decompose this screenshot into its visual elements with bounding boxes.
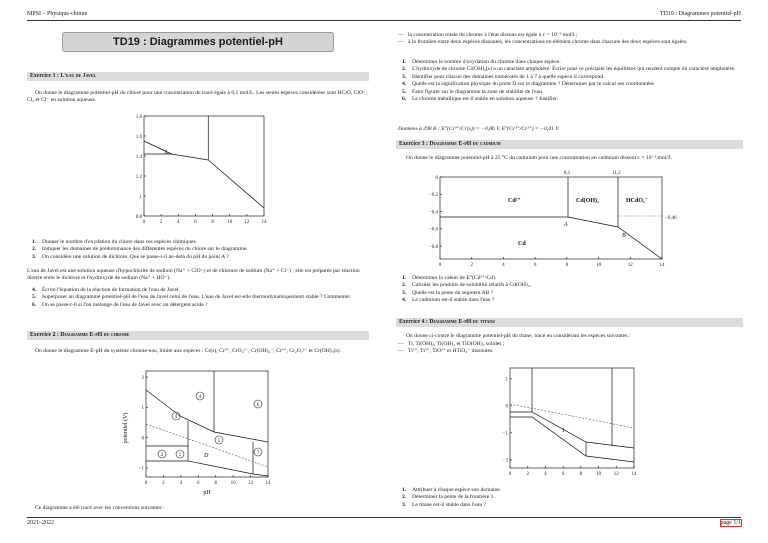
exercise-1-questions-b: [32, 287, 367, 309]
x-tick-label: 6: [197, 481, 200, 486]
footer-rule: [27, 517, 741, 518]
y-tick-label: 0: [141, 436, 144, 442]
x-tick-label: 6: [533, 263, 537, 268]
question-1-2: 2. Indiquer les domaines de prédominance des différentes espèces du chlore sur le diagramme.: [32, 246, 248, 253]
chlorine-boundary-4: [208, 160, 264, 208]
y-tick-label: −0.6: [428, 227, 438, 233]
chromium-boundaries: [146, 371, 268, 476]
exercise-2-bar: Exercice 2 : Diagramme E-pH du chrome: [27, 331, 369, 340]
chromium-diagram: [118, 366, 286, 498]
boundary-upper: [510, 412, 634, 448]
x-tick-label: 8: [211, 220, 214, 225]
cadmium-domain-cd2: Cd²⁺: [508, 198, 521, 204]
exercise-1-questions-a: [32, 239, 367, 261]
x-tick-label: 14: [659, 263, 665, 268]
exercise-1-bar: Exercice 1 : L'eau de Javel: [27, 72, 369, 81]
question-2-6: 6. Le chrome métallique est-il stable en solution aqueuse ? Justifier.: [402, 95, 559, 102]
exercise-1-mid: L'eau de Javel est une solution aqueuse d'hypochlorite de sodium (Na⁺ + ClO⁻) et de chlorure de sodium (Na⁺ + Cl⁻) ; elle est préparée par réaction directe entre le dichlore et l'hydroxyde de sodium (Na⁺ + HO⁻).: [27, 268, 360, 282]
titanium-diagram: [486, 362, 646, 480]
point-d-label: D: [204, 453, 209, 459]
question-1-6: 6. On se passe-t-il si l'on mélange de l'eau de Javel avec un détergent acide ?: [32, 301, 208, 308]
exercise-4-bar: Exercice 4 : Diagramme E-pH du titane: [396, 318, 743, 327]
chromium-xlabel: pH: [203, 490, 211, 496]
x-tick-label: 4: [502, 263, 505, 268]
svg-text:5: 5: [217, 439, 221, 444]
x-tick-label: 12: [627, 263, 633, 268]
chlorine-plot-frame: [144, 116, 264, 216]
titanium-boundary-1-label: 1: [562, 428, 565, 434]
y-tick-label: −1: [502, 431, 508, 437]
question-2-1: 1. Déterminer le nombre d'oxydation du chrome dans chaque espèce.: [402, 59, 561, 65]
question-1-4: 4. Écrire l'équation de la réaction de formation de l'eau de Javel.: [32, 287, 180, 293]
exercise-3-bar: Exercice 3 : Diagramme E-pH du cadmium: [396, 140, 743, 149]
question-3-1: 1. Déterminer la valeur de E°(Cd²⁺/Cd).: [402, 275, 497, 281]
x-tick-label: 10: [230, 481, 236, 486]
svg-text:4: 4: [198, 395, 202, 400]
question-4-1: 1. Attribuer à chaque espèce son domaine.: [402, 487, 502, 493]
titanium-species-dissolved: — Ti²⁺, Ti³⁺, TiO²⁺ et HTiO₃⁻ dissoutes.: [398, 348, 494, 355]
question-2-4: 4. Quelle est la signification physique du point D sur le diagramme ? Déterminer par le calcul ses coordonnées: [402, 81, 654, 88]
cadmium-domain-hcdo2: HCdO₂⁻: [626, 198, 648, 204]
convention-2: — à la frontière entre deux espèces dissoutes, les concentrations en élément chrome dans chacune des deux espèces sont égales.: [398, 39, 688, 46]
cadmium-top-label-1: 8,1: [564, 171, 571, 176]
question-1-1: 1. Donner le nombre d'oxydation du chlore dans ces espèces chimiques.: [32, 239, 198, 245]
footer-year: 2021–2022: [27, 520, 54, 526]
x-tick-label: 10: [227, 220, 233, 225]
y-tick-label: 0: [505, 404, 508, 410]
exercise-2-intro: On donne le diagramme E-pH du système chrome-eau, limité aux espèces : Cr(s), Cr²⁺, CrO₄²⁻, Cr(OH)₄⁻, Cr³⁺, Cr₂O₇²⁻ et Cr(OH)₃(s).: [35, 348, 341, 354]
x-tick-label: 14: [631, 472, 637, 477]
y-tick-label: 0.8: [135, 214, 142, 220]
y-tick-label: 1.2: [135, 174, 142, 180]
x-tick-label: 4: [177, 220, 180, 225]
x-tick-label: 8: [214, 481, 217, 486]
exercise-2-footer: Ce diagramme a été tracé avec les conventions suivantes :: [35, 505, 165, 511]
x-tick-label: 10: [596, 263, 602, 268]
chromium-data: Données à 298 K : E°(Cr³⁺/Cr(s)) = −0,86 V, E°(Cr³⁺/Cr²⁺) = −0,41 V.: [398, 126, 560, 132]
water-line: [146, 424, 268, 467]
exercise-3-intro: On donne le diagramme potentiel-pH à 25 °C du cadmium pour une concentration en cadmium dissout c = 10⁻² mol/ℓ.: [406, 155, 672, 161]
titanium-species: [398, 341, 743, 356]
x-tick-label: 6: [194, 220, 197, 225]
point-b-cadmium: B: [622, 233, 626, 239]
titanium-plot-frame: [510, 368, 634, 468]
x-tick-label: 6: [561, 472, 565, 477]
chlorine-diagram: [120, 110, 280, 228]
svg-text:1: 1: [178, 453, 182, 458]
cadmium-plot-frame: [440, 177, 662, 259]
x-tick-label: 12: [613, 472, 619, 477]
question-1-5: 5. Superposer au diagramme potentiel-pH de l'eau de Javel celui de l'eau. L'eau de Javel est-elle thermodynamiquement stable ? Commenter: [32, 294, 351, 301]
question-2-3: 3. Identifier pour chacun des domaines numérotés de 1 à 7 à quelle espèce il correspond.: [402, 73, 605, 80]
y-tick-label: −1: [138, 466, 144, 472]
question-4-3: 3. Le titane est-il stable dans l'eau ?: [402, 501, 487, 508]
y-tick-label: 1: [139, 194, 142, 200]
chlorine-boundary-3: [171, 154, 208, 160]
x-tick-label: 0: [142, 220, 146, 225]
chromium-domain-7: [254, 448, 262, 456]
cadmium-boundaries: [440, 177, 662, 259]
point-a-cadmium: A: [564, 222, 568, 228]
x-tick-label: 12: [244, 220, 250, 225]
svg-text:6: 6: [256, 403, 260, 408]
question-3-3: 3. Quelle est la pente du segment AB ?: [402, 289, 494, 296]
cadmium-domain-cd: Cd: [518, 241, 526, 247]
boundary-upper: [146, 390, 268, 442]
titanium-species-solid: — Ti, Ti(OH)₂, Ti(OH)₃ et TiO(OH)₂ solides ;: [398, 341, 505, 347]
y-tick-label: 1: [141, 406, 144, 412]
chromium-domain-1: [176, 450, 184, 458]
boundary-hydroxide: [568, 217, 662, 259]
cadmium-domain-hydroxide: Cd(OH)₂: [576, 198, 599, 204]
x-tick-label: 14: [265, 481, 271, 486]
x-tick-label: 2: [470, 263, 473, 268]
chromium-conventions: [398, 32, 743, 47]
titanium-boundaries: [510, 368, 634, 462]
page-title: TD19 : Diagrammes potentiel-pH: [62, 32, 334, 52]
cadmium-top-label-2: 11,2: [612, 171, 621, 176]
x-tick-label: 8: [579, 472, 583, 477]
chromium-domain-5: [215, 436, 223, 444]
question-4-2: 2. Déterminer la pente de la frontière 1.: [402, 494, 495, 501]
convention-1: — la concentration totale du chrome à l'état dissous est égale à c = 10⁻² mol/l ;: [398, 32, 578, 38]
x-tick-label: 2: [159, 220, 163, 225]
y-tick-label: −0.4: [428, 210, 438, 216]
x-tick-label: 4: [179, 481, 183, 486]
y-tick-label: −2: [502, 458, 508, 464]
chromium-domain-2: [158, 450, 166, 458]
chromium-domain-6: [254, 400, 262, 408]
question-3-2: 2. Calculer les produits de solubilité relatifs à Cd(OH)₂.: [402, 282, 532, 289]
svg-text:3: 3: [174, 415, 178, 420]
point-a-label: A: [164, 150, 168, 156]
header-left: MPSI – Physique-chimie: [27, 11, 88, 17]
x-tick-label: 2: [162, 481, 165, 486]
x-tick-label: 0: [438, 263, 442, 268]
exercise-3-questions: [402, 275, 743, 305]
y-tick-label: 2: [141, 375, 144, 381]
y-tick-label: −0.8: [428, 244, 438, 250]
x-tick-label: 0: [144, 481, 148, 486]
page-number[interactable]: page 1/1: [720, 520, 741, 526]
header-right: TD19 : Diagrammes potentiel-pH: [659, 11, 741, 17]
question-2-2: 2. L'hydroxyde de chrome Cr(OH)₃(s) a un caractère amphotère. Écrire pour ce précipité les équilibres qui rendent compte du caractère amphotère.: [402, 66, 736, 73]
y-tick-label: 1.4: [135, 154, 142, 160]
cadmium-diagram: [412, 166, 692, 272]
water-line-a: [510, 404, 634, 428]
boundary-middle: [510, 417, 634, 462]
x-tick-label: 12: [248, 481, 254, 486]
cadmium-right-label: −0,46: [665, 216, 677, 221]
svg-text:2: 2: [160, 453, 164, 458]
y-tick-label: 1: [505, 377, 508, 383]
x-tick-label: 0: [508, 472, 512, 477]
footer-page[interactable]: [721, 520, 742, 528]
exercise-1-intro: On donne le diagramme potentiel-pH du chlore pour une concentration de tracé égale à 0,1 mol/L. Les seules espèces considérées sont HClO, ClO⁻, Cl₂ et Cl⁻ en solution aqueuse.: [27, 90, 368, 104]
y-tick-label: −0.2: [428, 193, 438, 199]
x-tick-label: 2: [526, 472, 529, 477]
y-tick-label: 0: [435, 175, 438, 181]
x-tick-label: 10: [596, 472, 602, 477]
chromium-ylabel: potentiel (V): [123, 412, 129, 444]
x-tick-label: 8: [565, 263, 569, 268]
y-tick-label: 1.8: [135, 114, 142, 120]
svg-text:7: 7: [256, 451, 260, 456]
y-tick-label: 1.6: [135, 134, 142, 140]
exercise-2-questions: [402, 59, 743, 103]
question-2-5: 5. Faire figurer sur le diagramme la zone de stabilité de l'eau.: [402, 88, 544, 95]
chromium-domain-4: [196, 392, 204, 400]
header-rule: [27, 20, 741, 21]
question-1-3: 3. On considère une solution de dichlore. Que se passe-t-il au-delà du pH du point A ?: [32, 253, 229, 260]
x-tick-label: 14: [261, 220, 267, 225]
exercise-4-intro: On donne ci-contre le diagramme potentiel-pH du titane, tracé en considérant les espèces suivantes :: [406, 333, 631, 339]
x-tick-label: 4: [544, 472, 547, 477]
exercise-4-questions: [402, 487, 743, 509]
question-3-4: 4. Le cadmium est-il stable dans l'eau ?: [402, 297, 495, 304]
